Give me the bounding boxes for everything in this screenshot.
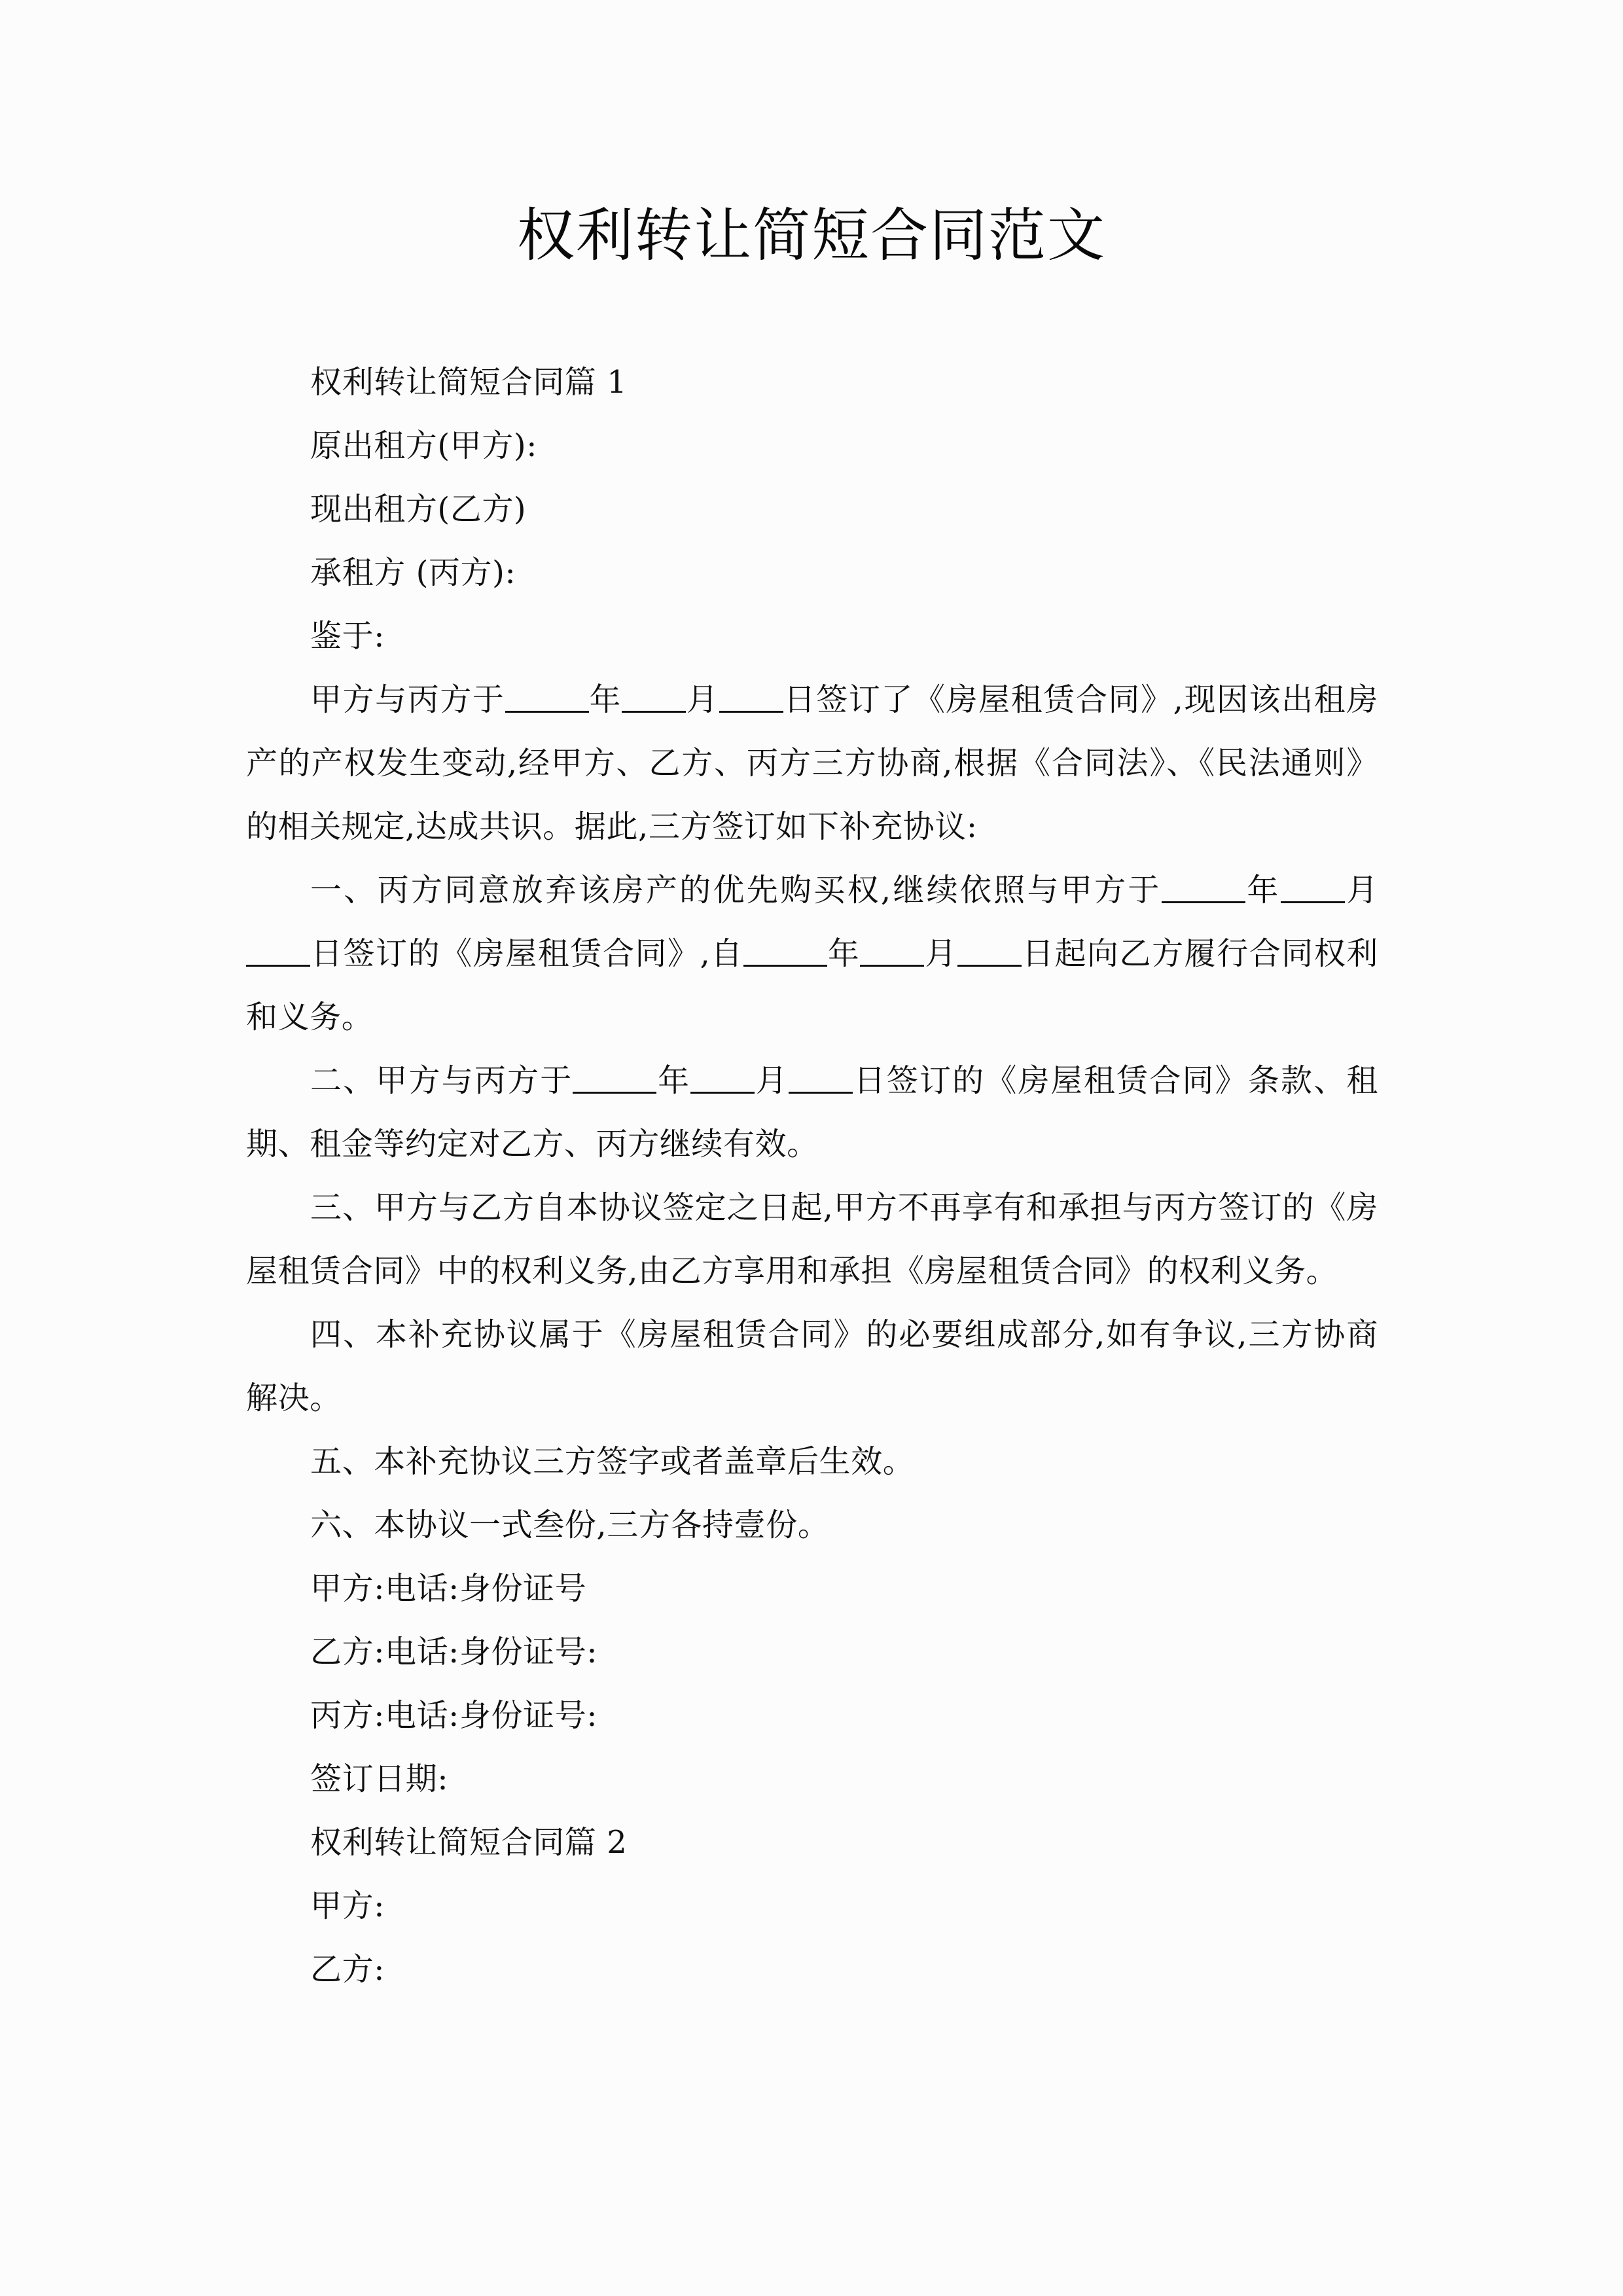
year-blank — [743, 937, 827, 967]
signature-party-c: 丙方:电话:身份证号: — [310, 1697, 598, 1734]
party-b-current-lessor: 现出租方(乙方) — [310, 491, 527, 528]
year-label: 年 — [1245, 872, 1281, 908]
day-blank — [246, 937, 310, 967]
day-blank — [719, 683, 783, 713]
party-c-lessee: 承租方 (丙方): — [310, 554, 516, 591]
whereas-label: 鉴于: — [310, 618, 385, 655]
clause-1-text-3: 日起向乙方履行合同权利和义务。 — [246, 935, 1379, 1035]
section-2-heading: 权利转让简短合同篇 2 — [310, 1824, 628, 1861]
preamble-text-1: 甲方与丙方于 — [310, 681, 505, 718]
party-a-original-lessor: 原出租方(甲方): — [310, 427, 538, 464]
section-1-heading: 权利转让简短合同篇 1 — [310, 364, 628, 401]
month-label: 月 — [924, 935, 957, 972]
clause-2 — [246, 1049, 1378, 1176]
clause-4: 四、本补充协议属于《房屋租赁合同》的必要组成部分,如有争议,三方协商解决。 — [246, 1316, 1378, 1416]
document-body — [246, 351, 1378, 2001]
signature-party-a: 甲方:电话:身份证号 — [310, 1570, 587, 1607]
year-blank — [573, 1064, 656, 1094]
month-label: 月 — [755, 1062, 789, 1099]
preamble-paragraph — [246, 668, 1378, 859]
page-title: 权利转让简短合同范文 — [516, 202, 1106, 269]
clause-1-text-2: 日签订的《房屋租赁合同》,自 — [310, 935, 743, 972]
signing-date: 签订日期: — [310, 1761, 449, 1797]
month-blank — [1281, 873, 1345, 903]
clause-2-text-1: 二、甲方与丙方于 — [310, 1062, 573, 1099]
month-label: 月 — [686, 681, 719, 718]
clause-3: 三、甲方与乙方自本协议签定之日起,甲方不再享有和承担与丙方签订的《房屋租赁合同》中的权利义务,由乙方享用和承担《房屋租赁合同》的权利义务。 — [246, 1189, 1378, 1289]
month-blank — [860, 937, 924, 967]
year-blank — [505, 683, 589, 713]
year-label: 年 — [656, 1062, 691, 1099]
day-blank — [789, 1064, 853, 1094]
year-blank — [1162, 873, 1245, 903]
year-label: 年 — [588, 681, 622, 718]
section-2-party-b: 乙方: — [310, 1951, 385, 1988]
year-label: 年 — [827, 935, 861, 972]
month-blank — [622, 683, 686, 713]
clause-2-text-2: 日签订的《房屋租赁合同》条款、租期、租金等约定对乙方、丙方继续有效。 — [246, 1062, 1378, 1162]
day-blank — [957, 937, 1022, 967]
section-2-party-a: 甲方: — [310, 1888, 385, 1924]
clause-1-text-1: 一、丙方同意放弃该房产的优先购买权,继续依照与甲方于 — [310, 872, 1162, 908]
signature-party-b: 乙方:电话:身份证号: — [310, 1634, 598, 1670]
preamble-text-2: 日签订了《房屋租赁合同》,现因该出租房产的产权发生变动,经甲方、乙方、丙方三方协商,根据《合同法》、《民法通则》的相关规定,达成共识。据此,三方签订如下补充协议: — [246, 681, 1378, 845]
month-label: 月 — [1344, 872, 1378, 908]
clause-1 — [246, 859, 1378, 1049]
clause-6: 六、本协议一式叁份,三方各持壹份。 — [310, 1507, 830, 1543]
clause-5: 五、本补充协议三方签字或者盖章后生效。 — [310, 1443, 915, 1480]
month-blank — [690, 1064, 755, 1094]
